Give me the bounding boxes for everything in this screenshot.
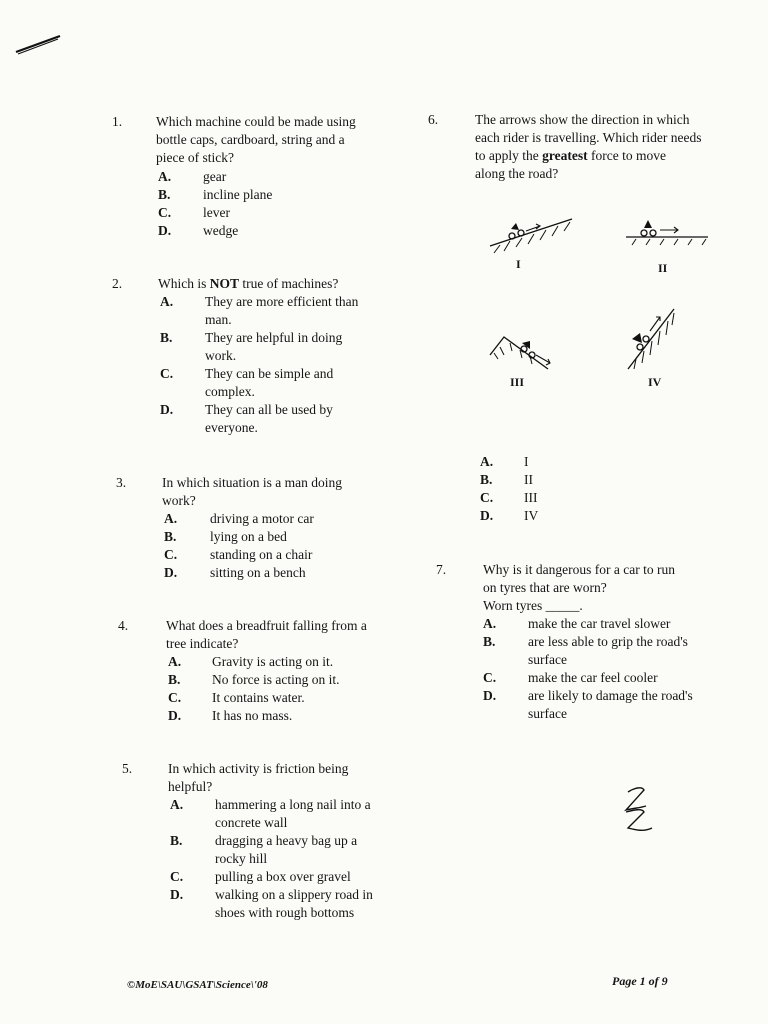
stem-emphasis: NOT	[209, 276, 240, 291]
option-letter: B.	[158, 187, 171, 202]
option-text: rocky hill	[215, 851, 268, 866]
option-text: III	[524, 490, 538, 505]
option-text: driving a motor car	[210, 511, 314, 526]
option-letter: D.	[158, 223, 172, 238]
option-a[interactable]	[170, 796, 410, 832]
option-letter: B.	[160, 330, 173, 345]
option-c[interactable]	[483, 669, 743, 687]
option-c[interactable]	[160, 365, 400, 401]
stem-line: work?	[162, 493, 196, 508]
option-text: make the car travel slower	[528, 616, 671, 631]
option-b[interactable]	[168, 671, 408, 689]
option-letter: B.	[483, 634, 496, 649]
question-7	[436, 561, 746, 731]
stem-line: helpful?	[168, 779, 213, 794]
option-text: wedge	[203, 223, 239, 238]
picture-iii	[488, 325, 578, 389]
picture-label: III	[510, 375, 525, 389]
stem-line: In which situation is a man doing	[162, 475, 342, 490]
option-a[interactable]	[164, 510, 404, 528]
question-stem	[162, 474, 412, 510]
option-text: II	[524, 472, 533, 487]
option-text: Gravity is acting on it.	[212, 654, 334, 669]
stem-line: along the road?	[475, 166, 559, 181]
option-b[interactable]	[158, 186, 398, 204]
question-number: 3.	[116, 475, 127, 490]
rider-uphill-gentle-icon	[488, 211, 578, 256]
option-text: everyone.	[205, 420, 258, 435]
option-text: It has no mass.	[212, 708, 293, 723]
question-stem	[483, 561, 743, 615]
picture-ii	[624, 215, 714, 273]
question-number: 1.	[112, 114, 123, 129]
option-text: shoes with rough bottoms	[215, 905, 355, 920]
option-letter: D.	[483, 688, 497, 703]
rider-downhill-icon	[488, 325, 578, 373]
option-d[interactable]	[160, 401, 400, 437]
stem-line: Why is it dangerous for a car to run	[483, 562, 675, 577]
question-number: 4.	[118, 618, 129, 633]
picture-iv	[620, 307, 690, 389]
question-stem	[475, 111, 745, 183]
stem-line: tree indicate?	[166, 636, 239, 651]
question-stem	[168, 760, 418, 796]
option-letter: C.	[170, 869, 184, 884]
stem-text: to apply the	[475, 148, 543, 163]
option-a[interactable]	[168, 653, 408, 671]
stem-line: The arrows show the direction in which	[475, 112, 690, 127]
question-1	[112, 113, 402, 243]
handwritten-z-mark	[618, 784, 662, 836]
option-d[interactable]	[170, 886, 410, 922]
option-letter: A.	[168, 654, 182, 669]
option-text: complex.	[205, 384, 255, 399]
option-c[interactable]	[158, 204, 398, 222]
footer-copyright: ©MoE\SAU\GSAT\Science\'08	[127, 979, 268, 991]
question-number: 6.	[428, 112, 439, 127]
option-letter: B.	[168, 672, 181, 687]
option-a[interactable]	[483, 615, 743, 633]
option-letter: B.	[164, 529, 177, 544]
option-text: walking on a slippery road in	[215, 887, 373, 902]
option-letter: D.	[160, 402, 174, 417]
option-b[interactable]	[164, 528, 404, 546]
option-letter: C.	[160, 366, 174, 381]
stem-text: force to move	[587, 148, 666, 163]
option-d[interactable]	[168, 707, 408, 725]
option-text: lying on a bed	[210, 529, 287, 544]
stem-line: bottle caps, cardboard, string and a	[156, 132, 345, 147]
option-c[interactable]	[480, 489, 600, 507]
option-letter: A.	[480, 454, 494, 469]
option-b[interactable]	[160, 329, 400, 365]
option-b[interactable]	[483, 633, 743, 669]
option-a[interactable]	[158, 168, 398, 186]
picture-i	[488, 211, 578, 273]
option-letter: A.	[160, 294, 174, 309]
rider-flat-icon	[624, 215, 714, 255]
option-text: It contains water.	[212, 690, 305, 705]
option-letter: D.	[170, 887, 184, 902]
question-stem	[158, 275, 408, 293]
stem-emphasis: greatest	[542, 148, 588, 163]
pen-stroke-mark	[14, 30, 64, 60]
question-2	[112, 275, 402, 440]
option-a[interactable]	[160, 293, 400, 329]
rider-uphill-steep-icon	[620, 307, 690, 371]
option-b[interactable]	[480, 471, 600, 489]
stem-line	[475, 147, 745, 165]
option-a[interactable]	[480, 453, 600, 471]
option-text: pulling a box over gravel	[215, 869, 351, 884]
question-4	[118, 617, 408, 727]
option-letter: B.	[170, 833, 183, 848]
option-letter: D.	[480, 508, 494, 523]
option-letter: A.	[483, 616, 497, 631]
option-d[interactable]	[164, 564, 404, 582]
question-number: 5.	[122, 761, 133, 776]
stem-line: Worn tyres _____.	[483, 598, 583, 613]
option-text: make the car feel cooler	[528, 670, 658, 685]
question-number: 2.	[112, 276, 123, 291]
question-5	[122, 760, 412, 930]
option-text: No force is acting on it.	[212, 672, 340, 687]
option-letter: B.	[480, 472, 493, 487]
option-d[interactable]	[158, 222, 398, 240]
picture-label: IV	[648, 375, 662, 389]
option-text: man.	[205, 312, 232, 327]
option-d[interactable]	[483, 687, 743, 723]
option-text: surface	[528, 652, 567, 667]
picture-label: I	[516, 257, 521, 271]
question-3	[116, 474, 406, 584]
option-text: IV	[524, 508, 539, 523]
option-text: work.	[205, 348, 237, 363]
option-letter: D.	[168, 708, 182, 723]
option-c[interactable]	[164, 546, 404, 564]
option-letter: C.	[158, 205, 172, 220]
option-text: standing on a chair	[210, 547, 313, 562]
option-text: They are helpful in doing	[205, 330, 343, 345]
option-text: hammering a long nail into a	[215, 797, 371, 812]
footer-page-number: Page 1 of 9	[612, 974, 668, 988]
option-text: gear	[203, 169, 227, 184]
option-letter: A.	[170, 797, 184, 812]
option-text: They are more efficient than	[205, 294, 359, 309]
option-letter: C.	[483, 670, 497, 685]
stem-text: Which is	[158, 276, 210, 291]
option-letter: A.	[164, 511, 178, 526]
option-text: incline plane	[203, 187, 273, 202]
option-c[interactable]	[168, 689, 408, 707]
question-6	[428, 111, 748, 531]
option-letter: C.	[168, 690, 182, 705]
option-letter: A.	[158, 169, 172, 184]
option-text: I	[524, 454, 529, 469]
stem-line: Which machine could be made using	[156, 114, 356, 129]
stem-line: In which activity is friction being	[168, 761, 349, 776]
option-letter: D.	[164, 565, 178, 580]
stem-line: each rider is travelling. Which rider needs	[475, 130, 702, 145]
option-text: They can all be used by	[205, 402, 333, 417]
option-c[interactable]	[170, 868, 410, 886]
stem-line: piece of stick?	[156, 150, 234, 165]
option-letter: C.	[164, 547, 178, 562]
stem-text: true of machines?	[239, 276, 339, 291]
option-text: They can be simple and	[205, 366, 334, 381]
stem-line: What does a breadfruit falling from a	[166, 618, 367, 633]
question-number: 7.	[436, 562, 447, 577]
stem-line: on tyres that are worn?	[483, 580, 607, 595]
picture-label: II	[658, 261, 668, 275]
option-text: are likely to damage the road's	[528, 688, 693, 703]
option-d[interactable]	[480, 507, 600, 525]
option-text: sitting on a bench	[210, 565, 306, 580]
question-stem	[156, 113, 406, 167]
option-text: surface	[528, 706, 567, 721]
option-text: dragging a heavy bag up a	[215, 833, 358, 848]
option-letter: C.	[480, 490, 494, 505]
option-text: lever	[203, 205, 230, 220]
question-stem	[166, 617, 416, 653]
option-b[interactable]	[170, 832, 410, 868]
option-text: are less able to grip the road's	[528, 634, 688, 649]
option-text: concrete wall	[215, 815, 288, 830]
